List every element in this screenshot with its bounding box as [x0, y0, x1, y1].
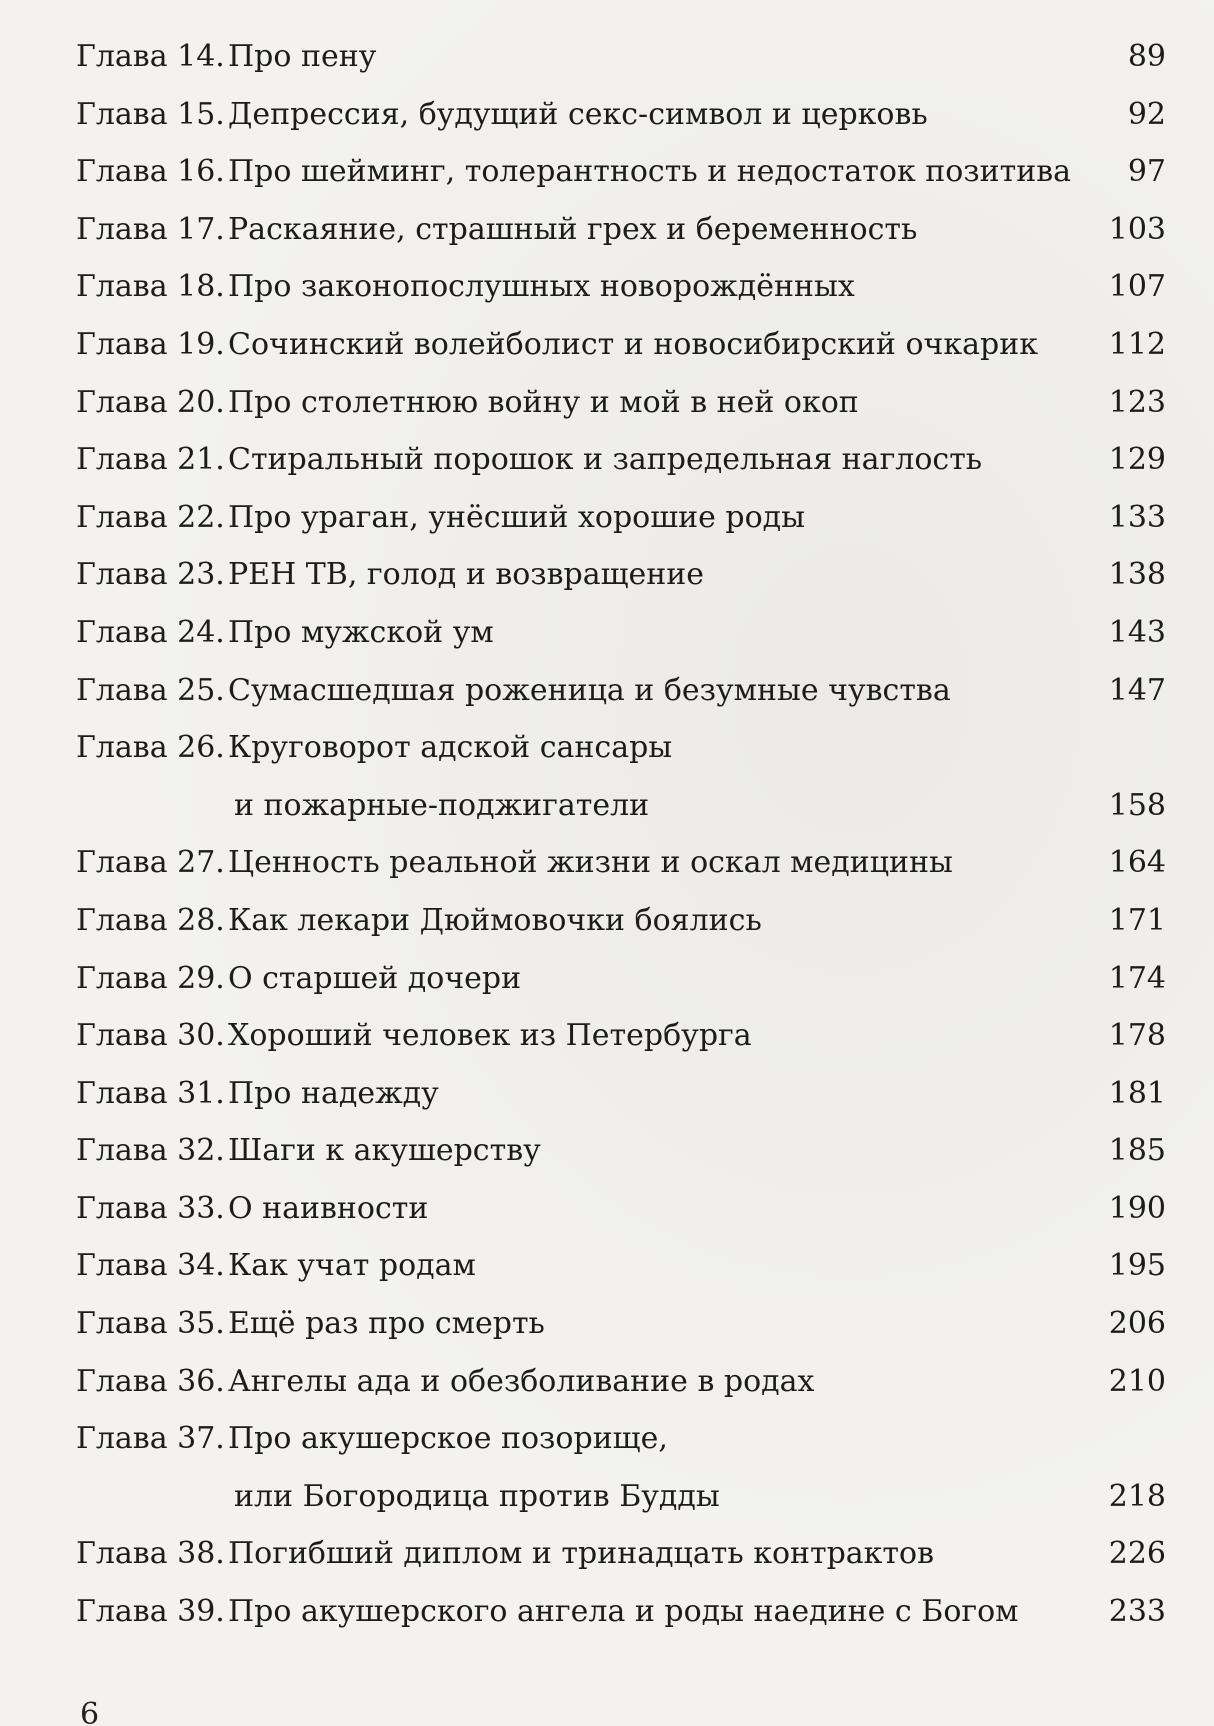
chapter-title: Ценность реальной жизни и оскал медицины — [228, 845, 953, 881]
toc-entry — [76, 1410, 1166, 1468]
chapter-label: Глава 37. — [76, 1421, 225, 1457]
chapter-page-number: 92 — [1127, 96, 1166, 132]
chapter-title: или Богородица против Будды — [234, 1478, 720, 1514]
chapter-label: Глава 34. — [76, 1248, 225, 1284]
chapter-label: Глава 30. — [76, 1018, 225, 1054]
toc-entry — [76, 316, 1166, 374]
chapter-label: Глава 17. — [76, 211, 225, 247]
chapter-label: Глава 38. — [76, 1536, 225, 1572]
chapter-label: Глава 23. — [76, 557, 225, 593]
chapter-title: Про шейминг, толерантность и недостаток позитива — [228, 154, 1072, 190]
chapter-title: Сумасшедшая роженица и безумные чувства — [228, 672, 951, 708]
toc-entry — [76, 1237, 1166, 1295]
toc-entry — [76, 546, 1166, 604]
chapter-page-number: 218 — [1108, 1478, 1166, 1514]
toc-entry — [76, 662, 1166, 720]
chapter-label: Глава 39. — [76, 1594, 225, 1630]
chapter-title: Про акушерское позорище, — [228, 1421, 668, 1457]
chapter-title: Депрессия, будущий секс-символ и церковь — [228, 96, 928, 132]
chapter-title: Ещё раз про смерть — [228, 1306, 545, 1342]
table-of-contents — [76, 28, 1166, 1641]
toc-entry — [76, 892, 1166, 950]
toc-entry — [76, 374, 1166, 432]
chapter-label: Глава 35. — [76, 1306, 225, 1342]
toc-entry — [76, 1295, 1166, 1353]
toc-entry — [76, 1122, 1166, 1180]
chapter-title: Как учат родам — [228, 1248, 476, 1284]
toc-entry — [76, 1065, 1166, 1123]
chapter-page-number: 233 — [1108, 1594, 1166, 1630]
chapter-page-number: 226 — [1108, 1536, 1166, 1572]
toc-entry — [76, 1180, 1166, 1238]
chapter-page-number: 112 — [1108, 326, 1166, 362]
chapter-page-number: 171 — [1108, 902, 1166, 938]
chapter-label: Глава 36. — [76, 1363, 225, 1399]
chapter-title: Хороший человек из Петербурга — [228, 1018, 752, 1054]
toc-entry — [76, 1007, 1166, 1065]
chapter-label: Глава 20. — [76, 384, 225, 420]
chapter-page-number: 185 — [1108, 1133, 1166, 1169]
chapter-title: О наивности — [228, 1190, 429, 1226]
chapter-page-number: 181 — [1108, 1075, 1166, 1111]
chapter-label: Глава 19. — [76, 326, 225, 362]
chapter-label: Глава 16. — [76, 154, 225, 190]
chapter-title: Раскаяние, страшный грех и беременность — [228, 211, 918, 247]
chapter-label: Глава 26. — [76, 730, 225, 766]
toc-entry — [76, 143, 1166, 201]
chapter-label: Глава 32. — [76, 1133, 225, 1169]
page-number: 6 — [80, 1700, 100, 1726]
toc-entry — [76, 1353, 1166, 1411]
chapter-title: Погибший диплом и тринадцать контрактов — [228, 1536, 934, 1572]
chapter-title: Про ураган, унёсший хорошие роды — [228, 499, 806, 535]
chapter-label: Глава 28. — [76, 902, 225, 938]
toc-entry — [76, 86, 1166, 144]
chapter-title: Стиральный порошок и запредельная наглость — [228, 442, 983, 478]
chapter-page-number: 107 — [1108, 269, 1166, 305]
chapter-page-number: 123 — [1108, 384, 1166, 420]
chapter-title: Круговорот адской сансары — [228, 730, 673, 766]
toc-entry-continuation — [76, 777, 1166, 835]
chapter-page-number: 158 — [1108, 787, 1166, 823]
chapter-page-number: 97 — [1127, 154, 1166, 190]
toc-entry-continuation — [76, 1468, 1166, 1526]
chapter-label: Глава 18. — [76, 269, 225, 305]
toc-entry — [76, 950, 1166, 1008]
chapter-label: Глава 15. — [76, 96, 225, 132]
toc-entry — [76, 489, 1166, 547]
chapter-title: Ангелы ада и обезболивание в родах — [228, 1363, 815, 1399]
chapter-page-number: 190 — [1108, 1190, 1166, 1226]
toc-entry — [76, 258, 1166, 316]
chapter-page-number: 206 — [1108, 1306, 1166, 1342]
chapter-title: и пожарные-поджигатели — [234, 787, 650, 823]
chapter-page-number: 164 — [1108, 845, 1166, 881]
chapter-title: Про столетнюю войну и мой в ней окоп — [228, 384, 859, 420]
chapter-label: Глава 22. — [76, 499, 225, 535]
chapter-label: Глава 21. — [76, 442, 225, 478]
chapter-title: Про мужской ум — [228, 614, 494, 650]
chapter-title: Про акушерского ангела и роды наедине с Богом — [228, 1594, 1019, 1630]
toc-entry — [76, 431, 1166, 489]
chapter-label: Глава 33. — [76, 1190, 225, 1226]
chapter-page-number: 210 — [1108, 1363, 1166, 1399]
chapter-title: Сочинский волейболист и новосибирский очкарик — [228, 326, 1038, 362]
chapter-page-number: 143 — [1108, 614, 1166, 650]
chapter-title: О старшей дочери — [228, 960, 522, 996]
chapter-label: Глава 31. — [76, 1075, 225, 1111]
toc-entry — [76, 1583, 1166, 1641]
chapter-label: Глава 25. — [76, 672, 225, 708]
chapter-label: Глава 24. — [76, 614, 225, 650]
chapter-label: Глава 27. — [76, 845, 225, 881]
chapter-label: Глава 29. — [76, 960, 225, 996]
chapter-page-number: 195 — [1108, 1248, 1166, 1284]
chapter-page-number: 178 — [1108, 1018, 1166, 1054]
chapter-title: Про законопослушных новорождённых — [228, 269, 855, 305]
chapter-title: Про надежду — [228, 1075, 439, 1111]
chapter-page-number: 129 — [1108, 442, 1166, 478]
chapter-title: Шаги к акушерству — [228, 1133, 541, 1169]
chapter-title: Как лекари Дюймовочки боялись — [228, 902, 762, 938]
toc-entry — [76, 201, 1166, 259]
chapter-page-number: 174 — [1108, 960, 1166, 996]
chapter-title: РЕН ТВ, голод и возвращение — [228, 557, 705, 593]
toc-entry — [76, 834, 1166, 892]
toc-entry — [76, 719, 1166, 777]
toc-entry — [76, 28, 1166, 86]
toc-entry — [76, 1525, 1166, 1583]
chapter-page-number: 103 — [1108, 211, 1166, 247]
toc-entry — [76, 604, 1166, 662]
chapter-page-number: 147 — [1108, 672, 1166, 708]
chapter-page-number: 138 — [1108, 557, 1166, 593]
chapter-page-number: 133 — [1108, 499, 1166, 535]
chapter-label: Глава 14. — [76, 39, 225, 74]
chapter-title: Про пену — [228, 39, 377, 74]
chapter-page-number: 89 — [1127, 39, 1166, 74]
